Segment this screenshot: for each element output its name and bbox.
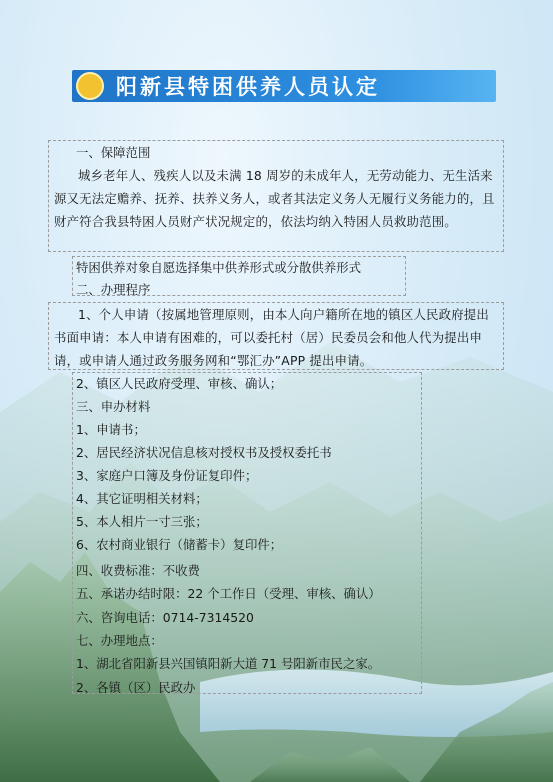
location-item: 2、各镇（区）民政办: [76, 680, 196, 695]
section2-heading: 二、办理程序: [76, 282, 151, 297]
time-limit: 五、承诺办结时限：22 个工作日（受理、审核、确认）: [76, 586, 381, 601]
section3-heading: 三、申办材料: [76, 399, 151, 414]
section1-body: 城乡老年人、残疾人以及未满 18 周岁的未成年人，无劳动能力、无生活来源又无法定赡养、抚养、扶养义务人，或者其法定义务人无履行义务能力的，且财产符合我县特困人员财产状况规定的，依法均纳入特困人员救助范围。: [54, 168, 495, 229]
material-item: 1、申请书；: [76, 422, 146, 437]
procedure-step-2: 2、镇区人民政府受理、审核、确认；: [76, 376, 283, 391]
national-emblem-icon: [76, 72, 104, 100]
page-title: 阳新县特困供养人员认定: [116, 74, 380, 99]
material-item: 4、其它证明相关材料；: [76, 491, 208, 506]
location-item: 1、湖北省阳新县兴国镇阳新大道 71 号阳新市民之家。: [76, 656, 381, 671]
material-item: 3、家庭户口簿及身份证复印件；: [76, 468, 258, 483]
section1-heading: 一、保障范围: [76, 145, 151, 160]
material-item: 6、农村商业银行（储蓄卡）复印件；: [76, 537, 283, 552]
procedure-step-1: 1、个人申请（按属地管理原则，由本人向户籍所在地的镇区人民政府提出书面申请：本人申请有困难的，可以委托村（居）民委员会和他人代为提出申请，或申请人通过政务服务网和“鄂汇办”APP 提出申请。: [54, 307, 489, 368]
material-item: 5、本人相片一寸三张；: [76, 514, 208, 529]
fee-standard: 四、收费标准：不收费: [76, 563, 200, 578]
consult-phone: 六、咨询电话：0714-7314520: [76, 610, 254, 625]
supply-form-note: 特困供养对象自愿选择集中供养形式或分散供养形式: [76, 260, 361, 275]
material-item: 2、居民经济状况信息核对授权书及授权委托书: [76, 445, 332, 460]
location-heading: 七、办理地点：: [76, 633, 163, 648]
